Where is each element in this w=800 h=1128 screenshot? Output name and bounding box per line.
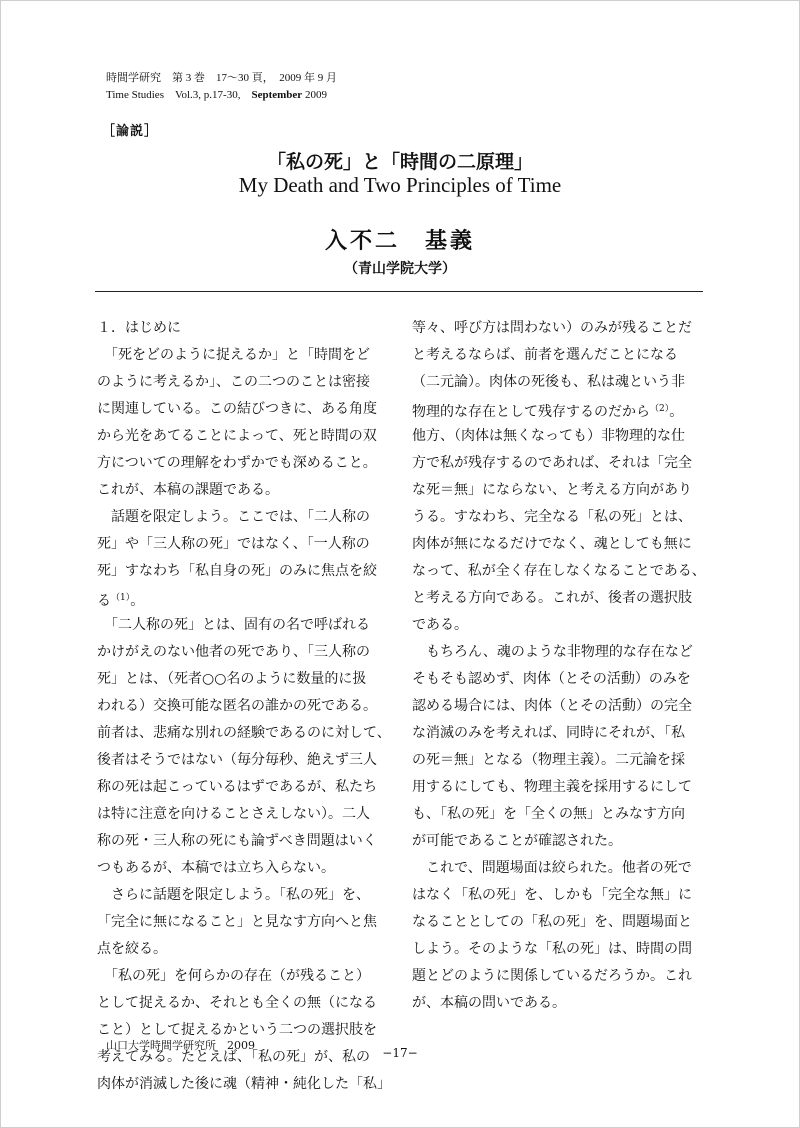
footer-publisher: 山口大学時間学研究所 2009	[106, 1039, 255, 1052]
text-line: 「私の死」を何らかの存在（が残ること）	[97, 968, 370, 984]
text-line: から光をあてることによって、死と時間の双	[97, 428, 377, 444]
author-name: 入不二 基義	[324, 228, 475, 254]
text-line: かけがえのない他者の死であり、「三人称の	[97, 644, 370, 660]
text-line: しよう。そのような「私の死」は、時間の問	[412, 941, 692, 957]
text-line: 前者は、悲痛な別れの経験であるのに対して、	[97, 725, 391, 741]
text-line: 肉体が消滅した後に魂（精神・純化した「私」	[97, 1076, 391, 1092]
text-line: これで、問題場面は絞られた。他者の死で	[412, 860, 692, 876]
journal-header-ja: 時間学研究 第 3 巻 17〜30 頁， 2009 年 9 月	[106, 72, 337, 84]
text-line: 物理的な存在として残存するのだから$^{(2)}$。	[412, 404, 684, 420]
text-line: 死」すなわち「私自身の死」のみに焦点を絞	[97, 563, 377, 579]
text-line: の死＝無」となる（物理主義）。二元論を採	[412, 752, 685, 768]
text-line: が可能であることが確認された。	[412, 833, 622, 849]
text-line: と考えるならば、前者を選んだことになる	[412, 347, 678, 363]
footnote-marker: （2）	[650, 404, 670, 414]
text-line: 考えてみる。たとえば、「私の死」が、私の	[97, 1049, 370, 1065]
text-line: そもそも認めず、肉体（とその活動）のみを	[412, 671, 691, 687]
text-line: なって、私が全く存在しなくなることである、	[412, 563, 706, 579]
text-line: 後者はそうではない（毎分毎秒、絶えず三人	[97, 752, 377, 768]
text-line: に関連している。この結びつきに、ある角度	[97, 401, 377, 417]
body-column-right	[412, 315, 712, 1017]
text-line: 点を絞る。	[97, 941, 167, 957]
journal-header	[106, 70, 337, 104]
text-line: 「二人称の死」とは、固有の名で呼ばれる	[97, 617, 370, 633]
text-line: である。	[412, 617, 468, 633]
section-heading: １．はじめに	[97, 320, 181, 336]
page-number: −17−	[382, 1046, 418, 1060]
journal-header-en-month: September	[251, 89, 303, 101]
text-line: 認める場合には、肉体（とその活動）の完全	[412, 698, 692, 714]
text-line: なることとしての「私の死」を、問題場面と	[412, 914, 692, 930]
text-line: つもあるが、本稿では立ち入らない。	[97, 860, 335, 876]
text-line: はなく「私の死」を、しかも「完全な無」に	[412, 887, 692, 903]
text-line: 「死をどのように捉えるか」と「時間をど	[97, 347, 370, 363]
journal-header-en	[106, 87, 337, 104]
text-line: と考える方向である。これが、後者の選択肢	[412, 590, 692, 606]
text-line: 用するにしても、物理主義を採用するにして	[412, 779, 692, 795]
text-line: 題とどのように関係しているだろうか。これ	[412, 968, 692, 984]
text-line: も、「私の死」を「全くの無」とみなす方向	[412, 806, 685, 822]
footnote-marker: （1）	[111, 593, 131, 603]
text-line: さらに話題を限定しよう。「私の死」を、	[97, 887, 370, 903]
text-line: な死＝無」にならない、と考える方向があり	[412, 482, 692, 498]
journal-header-en-year: 2009	[302, 89, 327, 101]
author-affiliation: （青山学院大学）	[344, 261, 456, 277]
text-line: 死」や「三人称の死」ではなく、「一人称の	[97, 536, 370, 552]
text-line: こと）として捉えるかという二つの選択肢を	[97, 1022, 377, 1038]
journal-header-en-prefix: Time Studies Vol.3, p.17-30,	[106, 89, 252, 101]
text-line: 話題を限定しよう。ここでは、「二人称の	[97, 509, 370, 525]
article-category: ［論説］	[102, 124, 159, 139]
text-line: のように考えるか」、この二つのことは密接	[97, 374, 370, 390]
text-line: 称の死は起こっているはずであるが、私たち	[97, 779, 378, 795]
text-line: 等々、呼び方は問わない）のみが残ることだ	[412, 320, 692, 336]
text-line: われる）交換可能な匿名の誰かの死である。	[97, 698, 377, 714]
text-line: る$^{(1)}$。	[97, 593, 145, 609]
text-line: な消滅のみを考えれば、同時にそれが、「私	[412, 725, 685, 741]
text-line: が、本稿の問いである。	[412, 995, 566, 1011]
title-japanese: 「私の死」と「時間の二原理」	[266, 151, 533, 173]
text-line: 称の死・三人称の死にも論ずべき問題はいく	[97, 833, 377, 849]
text-line: うる。すなわち、完全なる「私の死」とは、	[412, 509, 692, 525]
header-divider	[95, 291, 703, 292]
text-line: これが、本稿の課題である。	[97, 482, 279, 498]
body-column-left	[97, 315, 397, 1098]
text-line: 「完全に無になること」と見なす方向へと焦	[97, 914, 377, 930]
text-line: は特に注意を向けることさえしない）。二人	[97, 806, 370, 822]
text-line: 死」とは、（死者○○名のように数量的に扱	[97, 671, 367, 687]
text-line: 他方、（肉体は無くなっても）非物理的な仕	[412, 428, 685, 444]
title-english: My Death and Two Principles of Time	[238, 173, 562, 197]
text-line: 方についての理解をわずかでも深めること。	[97, 455, 377, 471]
text-line: （二元論）。肉体の死後も、私は魂という非	[412, 374, 685, 390]
text-line: もちろん、魂のような非物理的な存在など	[412, 644, 693, 660]
text-line: 肉体が無になるだけでなく、魂としても無に	[412, 536, 692, 552]
text-line: 方で私が残存するのであれば、それは「完全	[412, 455, 692, 471]
text-line: として捉えるか、それとも全くの無（になる	[97, 995, 377, 1011]
